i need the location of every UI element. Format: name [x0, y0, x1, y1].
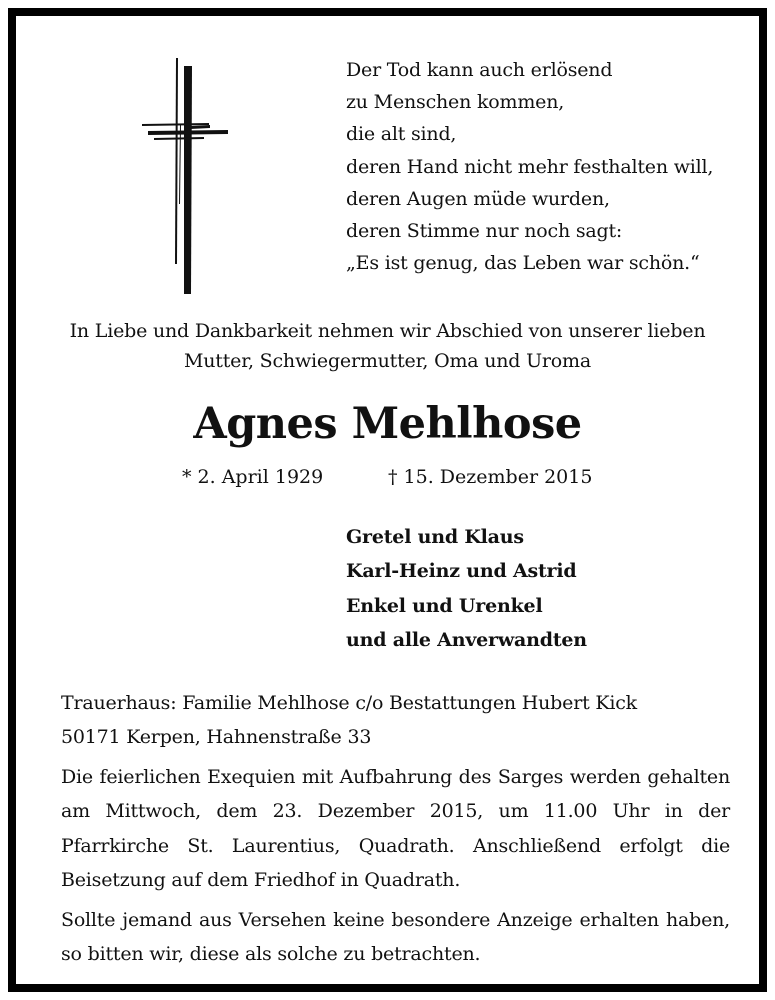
poem-line: deren Augen müde wurden, — [346, 187, 610, 210]
mourner-item: und alle Anverwandten — [346, 628, 587, 651]
mourner-item: Karl-Heinz und Astrid — [346, 560, 577, 583]
death-date: † 15. Dezember 2015 — [388, 466, 593, 488]
mourning-house-line-2: 50171 Kerpen, Hahnenstraße 33 — [61, 726, 372, 749]
mourner-item: Enkel und Urenkel — [346, 594, 543, 617]
deceased-name: Agnes Mehlhose — [193, 399, 582, 449]
mourning-house-address — [61, 686, 730, 755]
poem — [346, 54, 713, 279]
poem-line: die alt sind, — [346, 123, 457, 146]
intro-line-2: Mutter, Schwiegermutter, Oma und Uroma — [183, 350, 591, 372]
poem-line: deren Hand nicht mehr festhalten will, — [346, 155, 714, 178]
birth-date: * 2. April 1929 — [182, 466, 324, 488]
funeral-service-text: Die feierlichen Exequien mit Aufbahrung des Sarges werden gehalten am Mittwoch, dem 23. Dezember 2015, um 11.00 Uhr in der Pfarrkirche St. Laurentius, Quadrath. Anschließend erfolgt die Beisetzung auf dem Friedhof in Quadrath. — [61, 766, 730, 891]
poem-line: „Es ist genug, das Leben war schön.“ — [346, 252, 700, 275]
poem-line: deren Stimme nur noch sagt: — [346, 220, 623, 243]
obituary-notice — [8, 8, 767, 992]
mourning-house-line-1: Trauerhaus: Familie Mehlhose c/o Bestattungen Hubert Kick — [61, 692, 637, 714]
intro-text — [16, 316, 759, 376]
poem-line: Der Tod kann auch erlösend — [346, 59, 613, 81]
poem-line: zu Menschen kommen, — [346, 91, 565, 114]
closing-note: Sollte jemand aus Versehen keine besondere Anzeige erhalten haben, so bitten wir, diese als solche zu betrachten. — [61, 909, 730, 966]
mourner-item: Gretel und Klaus — [346, 526, 524, 548]
mourners-list — [346, 520, 587, 657]
cross-icon — [134, 54, 234, 294]
intro-line-1: In Liebe und Dankbarkeit nehmen wir Abschied von unserer lieben — [69, 320, 706, 342]
